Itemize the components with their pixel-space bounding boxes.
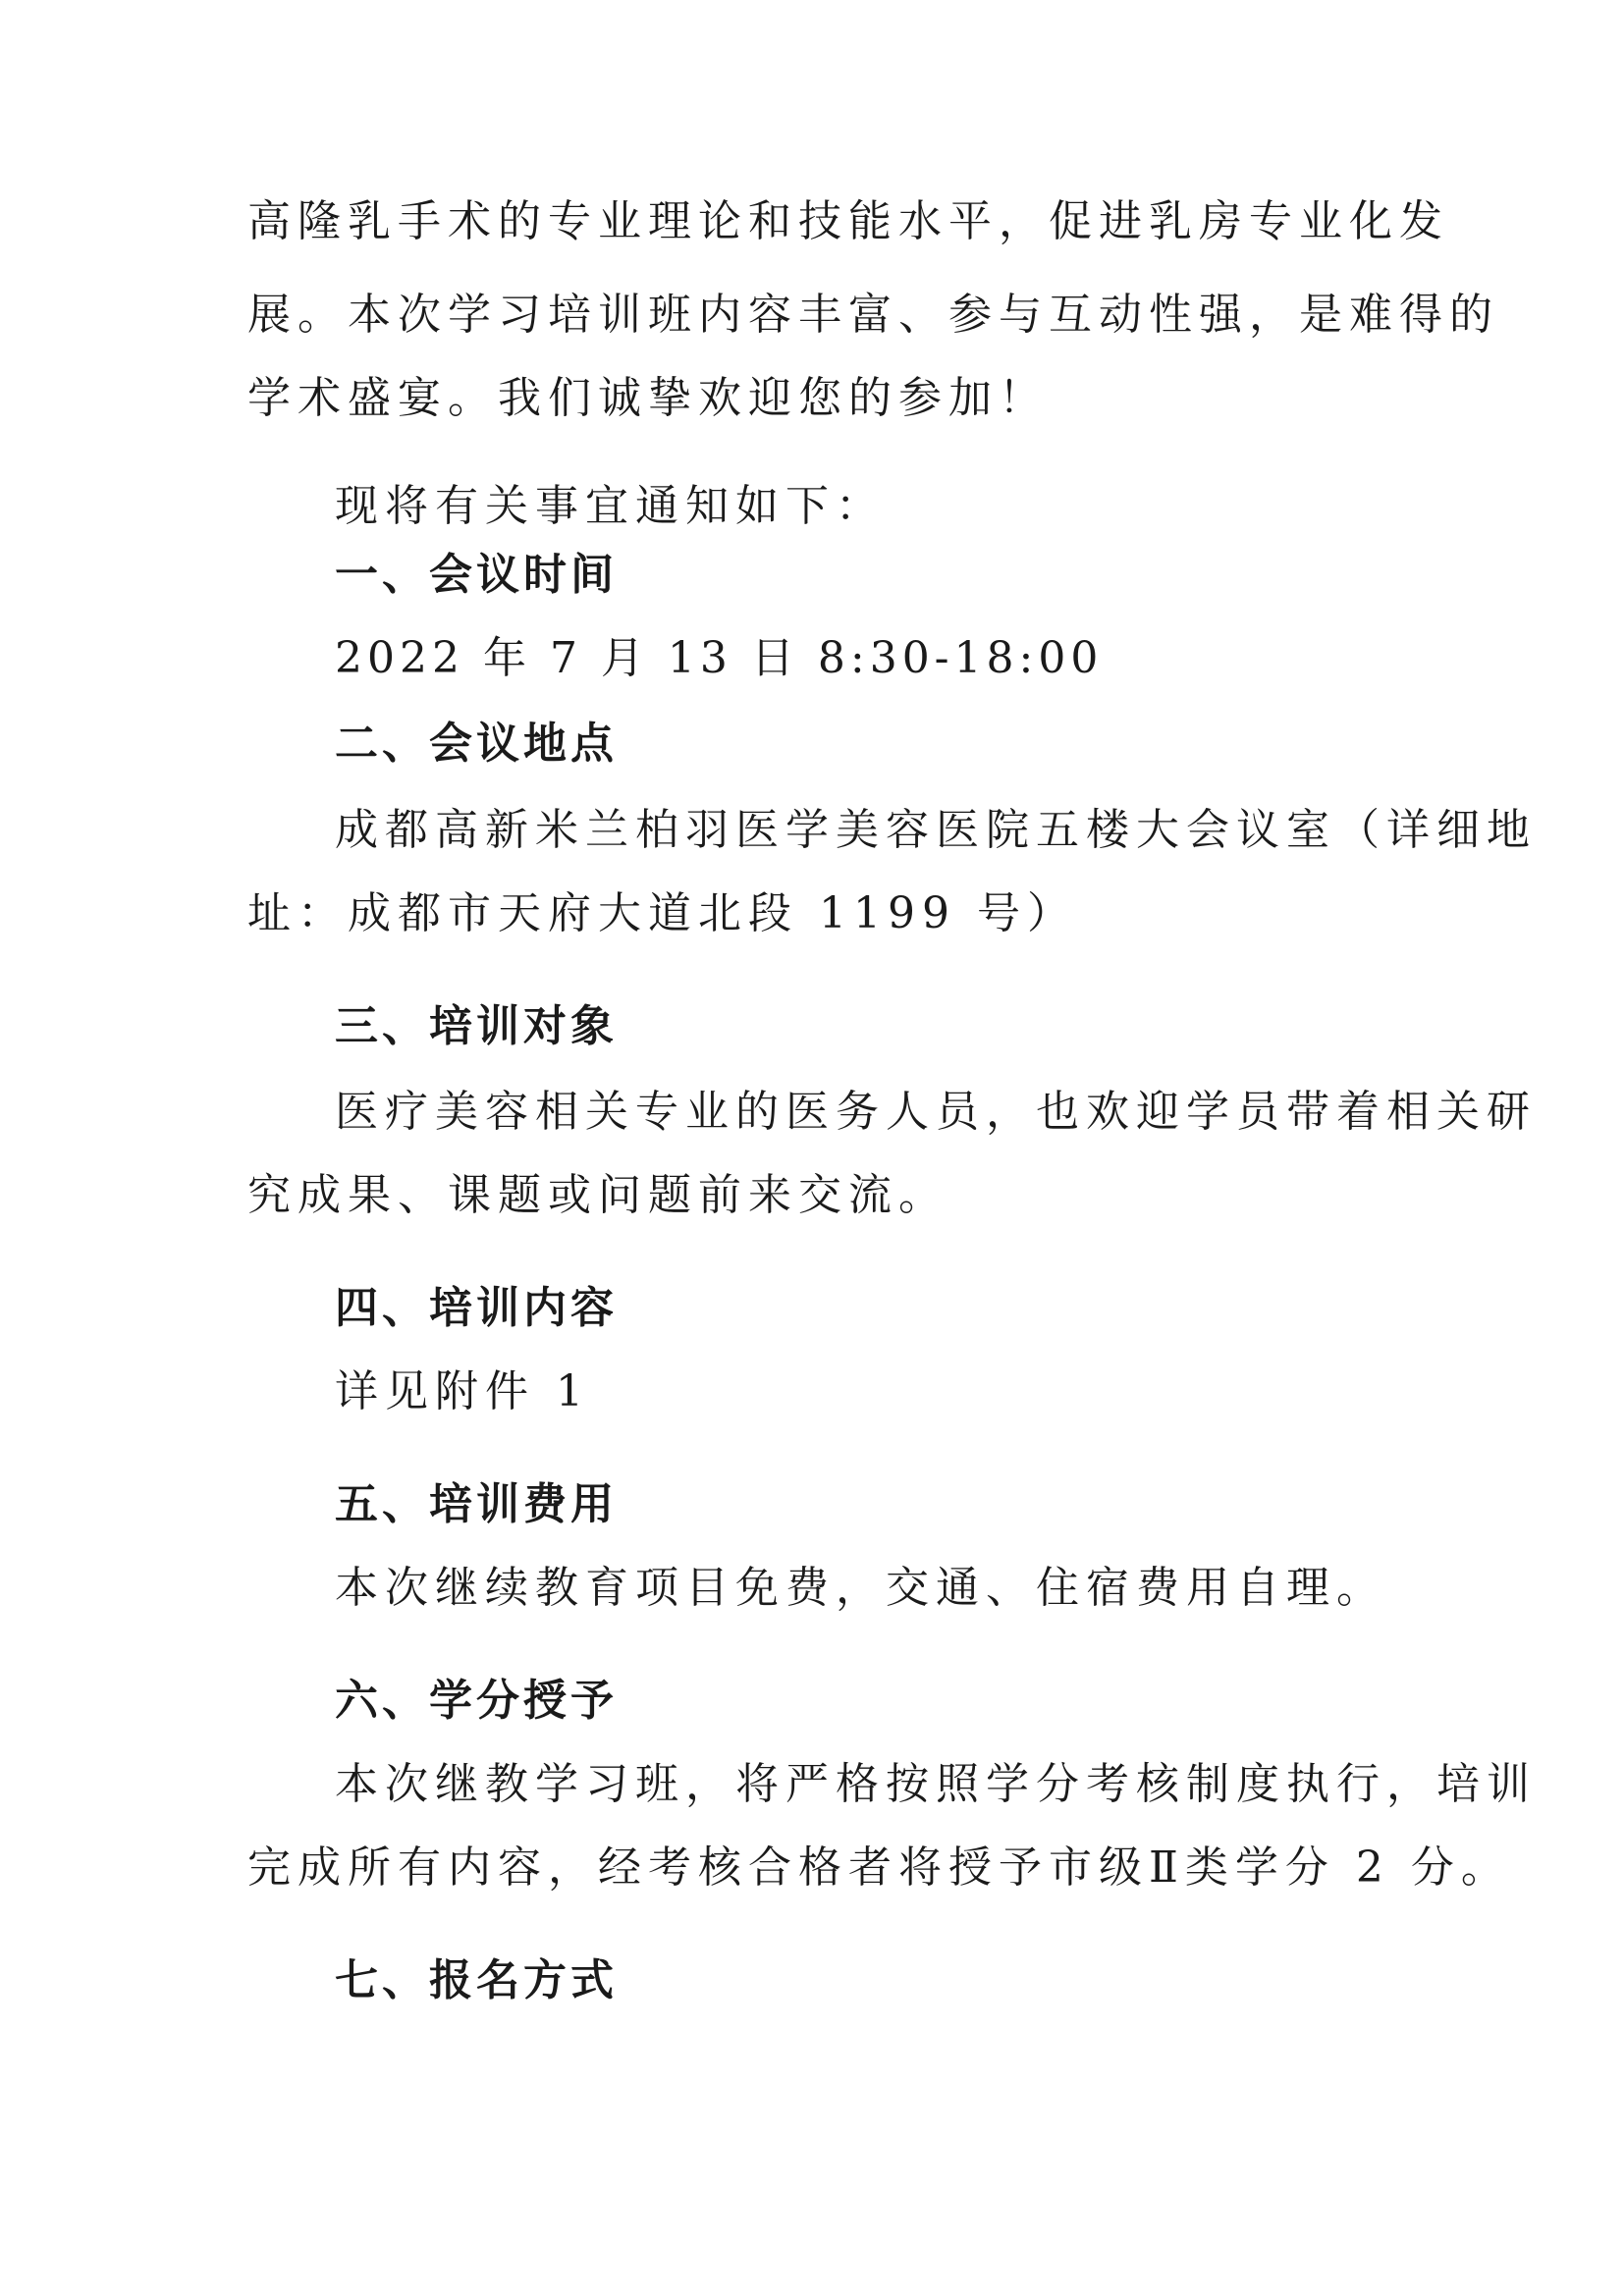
section-heading-fees: 五、培训费用 xyxy=(335,1479,618,1529)
credits-line-1: 本次继教学习班，将严格按照学分考核制度执行，培训 xyxy=(335,1759,1537,1809)
fees-line-1: 本次继续教育项目免费，交通、住宿费用自理。 xyxy=(335,1563,1386,1613)
section-heading-time: 一、会议时间 xyxy=(335,550,618,600)
section-heading-location: 二、会议地点 xyxy=(335,719,618,769)
intro-line-3: 学术盛宴。我们诚挚欢迎您的参加！ xyxy=(247,373,1049,423)
location-line-2: 址：成都市天府大道北段 1199 号） xyxy=(247,888,1077,938)
intro-line-2: 展。本次学习培训班内容丰富、参与互动性强，是难得的 xyxy=(247,290,1499,340)
section-heading-audience: 三、培训对象 xyxy=(335,1001,618,1051)
notice-line: 现将有关事宜通知如下： xyxy=(335,481,886,531)
audience-line-1: 医疗美容相关专业的医务人员，也欢迎学员带着相关研 xyxy=(335,1087,1537,1137)
audience-line-2: 究成果、课题或问题前来交流。 xyxy=(247,1170,948,1220)
credits-line-2: 完成所有内容，经考核合格者将授予市级Ⅱ类学分 2 分。 xyxy=(247,1842,1511,1893)
location-line-1: 成都高新米兰柏羽医学美容医院五楼大会议室（详细地 xyxy=(335,805,1537,855)
section-heading-registration: 七、报名方式 xyxy=(335,1955,618,2005)
section-heading-content: 四、培训内容 xyxy=(335,1283,618,1333)
content-line-1: 详见附件 1 xyxy=(335,1366,590,1416)
section-heading-credits: 六、学分授予 xyxy=(335,1676,618,1726)
meeting-time: 2022 年 7 月 13 日 8:30-18:00 xyxy=(335,633,1104,683)
intro-line-1: 高隆乳手术的专业理论和技能水平，促进乳房专业化发 xyxy=(247,196,1449,246)
